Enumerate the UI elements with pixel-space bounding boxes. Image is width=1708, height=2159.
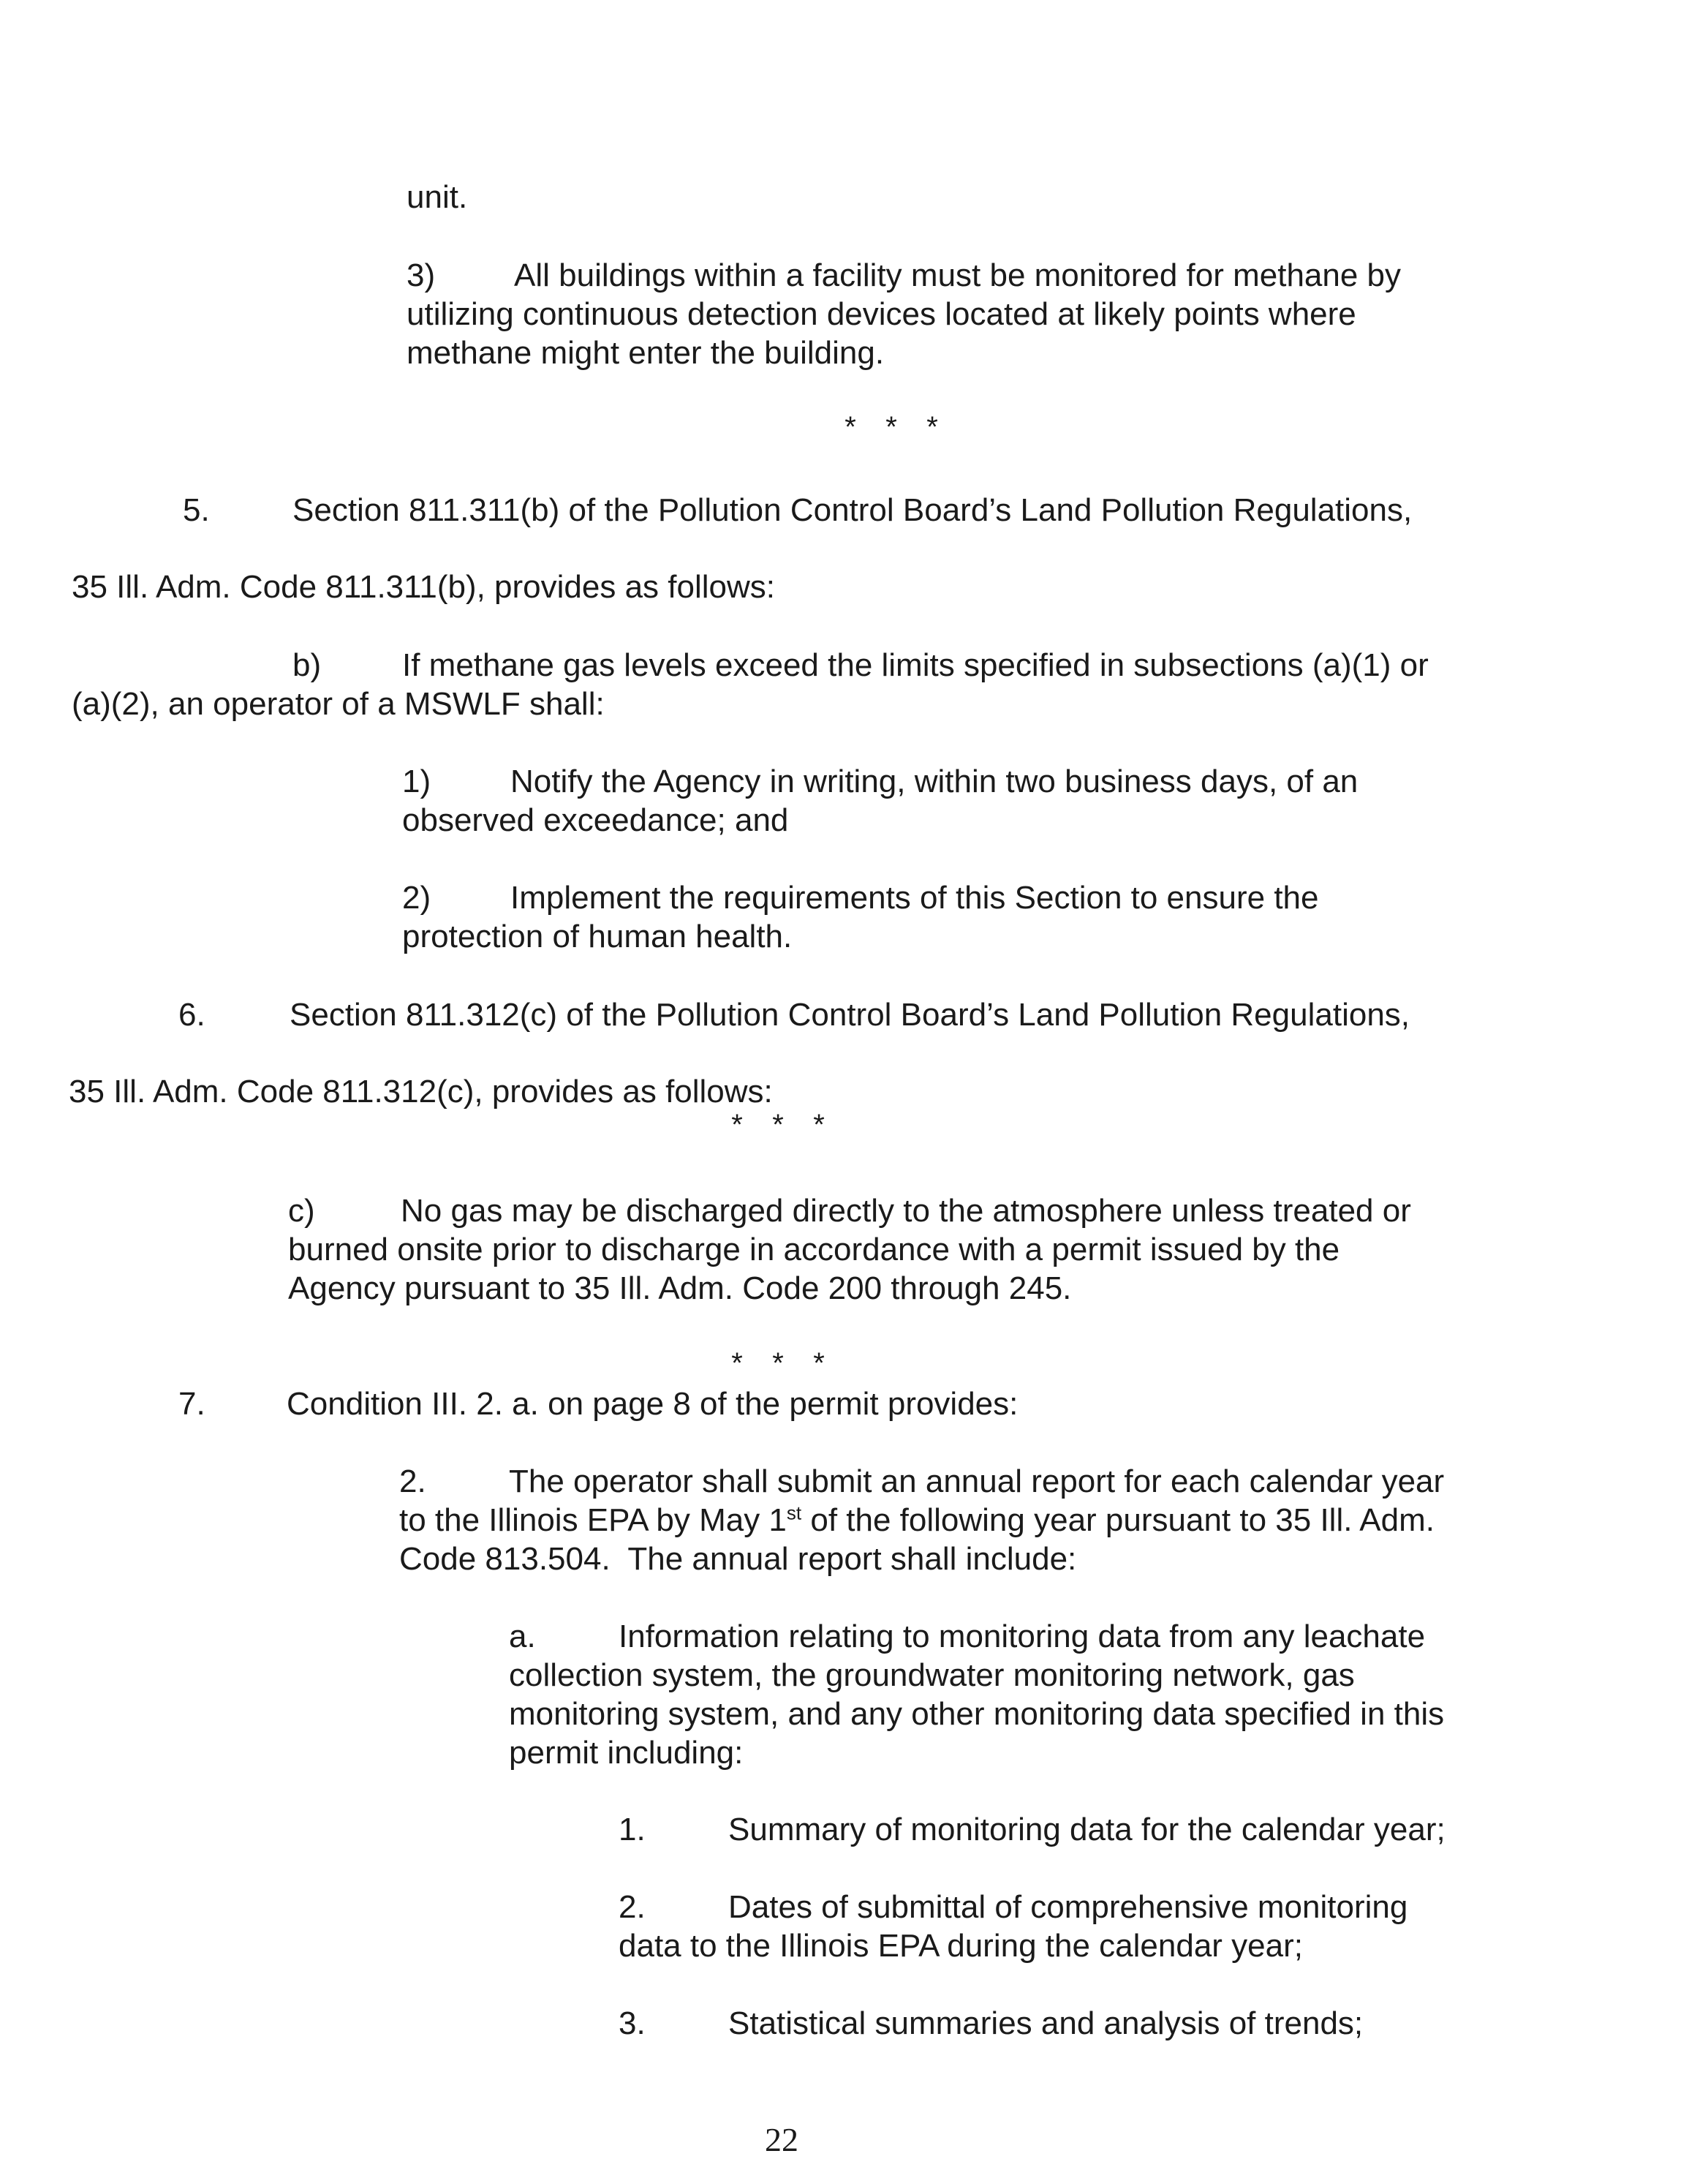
item-text-line: Notify the Agency in writing, within two business days, of an — [510, 764, 1359, 799]
paragraph-number: 7. — [178, 1386, 205, 1422]
subsection-text-line: burned onsite prior to discharge in accordance with a permit issued by the — [288, 1232, 1340, 1267]
star: * — [731, 1347, 743, 1379]
item-text-line: utilizing continuous detection devices located at likely points where — [407, 296, 1356, 332]
paragraph-text-line: Section 811.311(b) of the Pollution Control Board’s Land Pollution Regulations, — [292, 492, 1413, 528]
text-segment: of the following year pursuant to 35 Ill. Adm. — [801, 1502, 1435, 1538]
item-number: 1) — [402, 764, 431, 799]
condition-text-line: Information relating to monitoring data from any leachate — [619, 1619, 1426, 1654]
paragraph-number: 6. — [178, 997, 205, 1033]
condition-number: 2. — [399, 1463, 426, 1499]
item-text-line: observed exceedance; and — [402, 802, 789, 838]
list-number: 1. — [619, 1812, 646, 1847]
omission-stars — [717, 1109, 839, 1142]
text-segment: to the Illinois EPA by May 1 — [399, 1502, 787, 1538]
omission-stars — [717, 1347, 839, 1380]
star: * — [813, 1347, 825, 1379]
list-text: Summary of monitoring data for the calendar year; — [728, 1812, 1446, 1847]
item-number: 2) — [402, 880, 431, 916]
condition-number: a. — [509, 1619, 536, 1654]
omission-stars — [830, 411, 953, 444]
subsection-text-line: No gas may be discharged directly to the atmosphere unless treated or — [401, 1193, 1411, 1229]
condition-text-line: collection system, the groundwater monitoring network, gas — [509, 1657, 1355, 1693]
subsection-number: b) — [292, 647, 322, 683]
ordinal-suffix: st — [786, 1501, 802, 1524]
condition-text-line: Code 813.504. The annual report shall include: — [399, 1541, 1077, 1577]
subsection-text-line: (a)(2), an operator of a MSWLF shall: — [72, 686, 605, 722]
paragraph-text-line: 35 Ill. Adm. Code 811.311(b), provides as follows: — [72, 569, 775, 605]
condition-text-line: permit including: — [509, 1735, 744, 1771]
condition-text-line: monitoring system, and any other monitoring data specified in this — [509, 1696, 1445, 1732]
star: * — [772, 1109, 784, 1141]
list-text-line: data to the Illinois EPA during the calendar year; — [619, 1928, 1303, 1964]
list-number: 3. — [619, 2005, 646, 2041]
list-text: Statistical summaries and analysis of trends; — [728, 2005, 1364, 2041]
item-text-line: All buildings within a facility must be monitored for methane by — [514, 257, 1402, 293]
condition-text-line: The operator shall submit an annual report for each calendar year — [509, 1463, 1445, 1499]
item-text-line: methane might enter the building. — [407, 335, 885, 371]
continued-text: unit. — [407, 179, 468, 215]
paragraph-text-line: Condition III. 2. a. on page 8 of the permit provides: — [287, 1386, 1019, 1422]
paragraph-number: 5. — [183, 492, 210, 528]
subsection-text-line: If methane gas levels exceed the limits specified in subsections (a)(1) or — [402, 647, 1429, 683]
item-number: 3) — [407, 257, 436, 293]
item-text-line: Implement the requirements of this Section to ensure the — [510, 880, 1319, 916]
page-number: 22 — [765, 2121, 798, 2158]
condition-text-line — [399, 1501, 1435, 1540]
star: * — [813, 1109, 825, 1141]
subsection-text-line: Agency pursuant to 35 Ill. Adm. Code 200 through 245. — [288, 1270, 1072, 1306]
subsection-number: c) — [288, 1193, 315, 1229]
star: * — [885, 411, 897, 443]
list-number: 2. — [619, 1889, 646, 1925]
star: * — [926, 411, 938, 443]
star: * — [731, 1109, 743, 1141]
star: * — [844, 411, 856, 443]
star: * — [772, 1347, 784, 1379]
item-text-line: protection of human health. — [402, 919, 793, 954]
list-text-line: Dates of submittal of comprehensive monitoring — [728, 1889, 1408, 1925]
paragraph-text-line: 35 Ill. Adm. Code 811.312(c), provides as follows: — [69, 1074, 773, 1109]
paragraph-text-line: Section 811.312(c) of the Pollution Control Board’s Land Pollution Regulations, — [290, 997, 1410, 1033]
